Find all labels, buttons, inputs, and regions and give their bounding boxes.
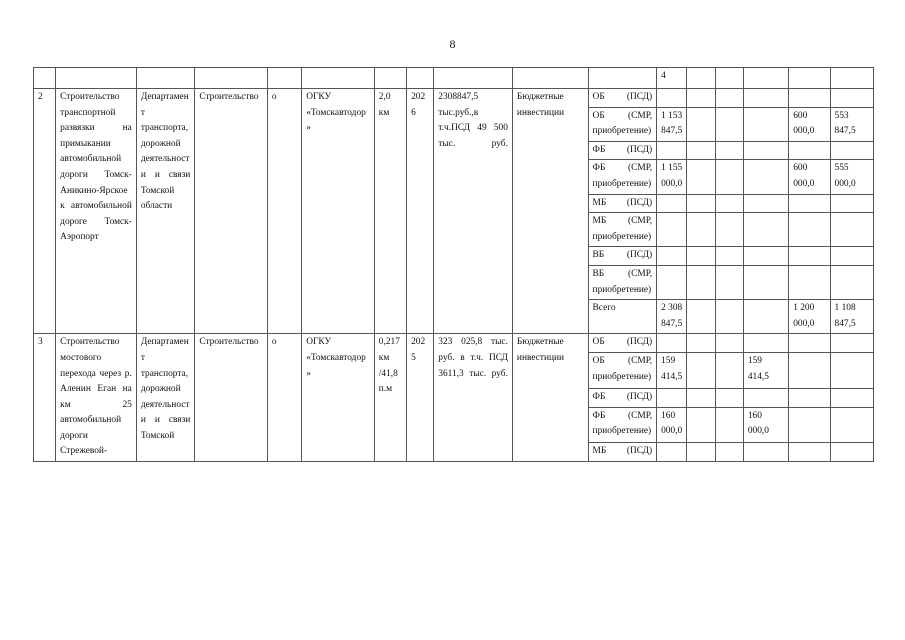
object-name: Строительство мостового перехода через р. Аленин Еган на км 25 автомобильной дороги Стрежевой- xyxy=(56,334,137,462)
funding-year-1 xyxy=(687,407,715,442)
funding-year-5 xyxy=(830,388,873,407)
funding-total xyxy=(657,388,687,407)
funding-year-2 xyxy=(715,247,743,266)
capacity: 0,217 км /41,8 п.м xyxy=(374,334,406,462)
funding-year-5 xyxy=(830,353,873,388)
funding-year-5 xyxy=(830,194,873,213)
funding-year-2 xyxy=(715,141,743,160)
funding-year-4: 600 000,0 xyxy=(789,107,830,141)
year: 2025 xyxy=(407,334,434,462)
funding-total xyxy=(657,89,687,108)
funding-year-2 xyxy=(715,442,743,461)
funding-total xyxy=(657,141,687,160)
funding-year-3 xyxy=(743,213,788,247)
funding-year-5 xyxy=(830,407,873,442)
funding-year-4 xyxy=(789,141,830,160)
funding-year-2 xyxy=(715,160,743,194)
funding-source: ФБ (ПСД) xyxy=(588,141,657,160)
funding-year-5 xyxy=(830,247,873,266)
funding-year-3 xyxy=(743,300,788,334)
funding-year-4 xyxy=(789,388,830,407)
column-number-cell: 4 xyxy=(657,68,687,89)
funding-year-1 xyxy=(687,247,715,266)
funding-year-2 xyxy=(715,407,743,442)
funding-source: ФБ (СМР, приобретение) xyxy=(588,160,657,194)
customer: Департамент транспорта, дорожной деятельности и связи Томской xyxy=(136,334,194,462)
funding-year-3 xyxy=(743,388,788,407)
mark: о xyxy=(267,89,301,334)
estimated-cost: 323 025,8 тыс. руб. в т.ч. ПСД 3611,3 тыс. руб. xyxy=(434,334,513,462)
object-name: Строительство транспортной развязки на примыкании автомобильной дороги Томск-Аникино-Ярское к автомобильной дороге Томск-Аэропорт xyxy=(56,89,137,334)
year: 2026 xyxy=(407,89,434,334)
funding-year-4 xyxy=(789,353,830,388)
funding-year-4 xyxy=(789,334,830,353)
funding-year-2 xyxy=(715,213,743,247)
funding-year-5 xyxy=(830,213,873,247)
table-row xyxy=(34,334,874,353)
funding-source: ФБ (СМР, приобретение) xyxy=(588,407,657,442)
estimated-cost: 2308847,5 тыс.руб.,в т.ч.ПСД 49 500 тыс. руб. xyxy=(434,89,513,334)
funding-year-3 xyxy=(743,334,788,353)
funding-year-5 xyxy=(830,334,873,353)
funding-year-2 xyxy=(715,194,743,213)
funding-year-3 xyxy=(743,160,788,194)
funding-source: ФБ (ПСД) xyxy=(588,388,657,407)
funding-year-3 xyxy=(743,265,788,299)
funding-year-5 xyxy=(830,89,873,108)
funding-year-2 xyxy=(715,265,743,299)
funding-year-4 xyxy=(789,247,830,266)
funding-total xyxy=(657,334,687,353)
row-number: 2 xyxy=(34,89,56,334)
funding-year-5 xyxy=(830,442,873,461)
funding-year-2 xyxy=(715,388,743,407)
funding-year-4 xyxy=(789,194,830,213)
funding-year-1 xyxy=(687,160,715,194)
funding-source: ОБ (ПСД) xyxy=(588,89,657,108)
funding-year-1 xyxy=(687,300,715,334)
work-type: Строительство xyxy=(195,89,268,334)
funding-year-4: 1 200 000,0 xyxy=(789,300,830,334)
funding-year-4 xyxy=(789,442,830,461)
funding-year-3 xyxy=(743,89,788,108)
funding-source: МБ (ПСД) xyxy=(588,442,657,461)
funding-year-3 xyxy=(743,194,788,213)
customer: Департамент транспорта, дорожной деятельности и связи Томской области xyxy=(136,89,194,334)
page-number: 8 xyxy=(449,37,456,51)
funding-year-1 xyxy=(687,89,715,108)
funding-year-5: 555 000,0 xyxy=(830,160,873,194)
funding-year-2 xyxy=(715,107,743,141)
funding-year-1 xyxy=(687,353,715,388)
funding-source: Всего xyxy=(588,300,657,334)
funding-year-4 xyxy=(789,265,830,299)
funding-year-1 xyxy=(687,213,715,247)
funding-year-1 xyxy=(687,442,715,461)
column-number-row xyxy=(34,68,874,89)
funding-source: ОБ (ПСД) xyxy=(588,334,657,353)
funding-year-2 xyxy=(715,353,743,388)
funding-year-1 xyxy=(687,388,715,407)
mark: о xyxy=(267,334,301,462)
funding-total: 159 414,5 xyxy=(657,353,687,388)
funding-total xyxy=(657,213,687,247)
funding-year-5: 1 108 847,5 xyxy=(830,300,873,334)
funding-source: МБ (СМР, приобретение) xyxy=(588,213,657,247)
funding-year-1 xyxy=(687,194,715,213)
funding-year-5 xyxy=(830,265,873,299)
funding-year-4 xyxy=(789,407,830,442)
funding-year-3: 159 414,5 xyxy=(743,353,788,388)
organization: ОГКУ «Томскавтодор» xyxy=(302,334,375,462)
funding-year-3 xyxy=(743,107,788,141)
funding-year-4: 600 000,0 xyxy=(789,160,830,194)
funding-total xyxy=(657,194,687,213)
funding-year-4 xyxy=(789,89,830,108)
funding-year-2 xyxy=(715,334,743,353)
funding-year-2 xyxy=(715,300,743,334)
funding-year-5 xyxy=(830,141,873,160)
funding-year-2 xyxy=(715,89,743,108)
funding-year-1 xyxy=(687,107,715,141)
funding-total xyxy=(657,247,687,266)
funding-total: 1 155 000,0 xyxy=(657,160,687,194)
organization: ОГКУ «Томскавтодор» xyxy=(302,89,375,334)
funding-year-1 xyxy=(687,334,715,353)
funding-year-1 xyxy=(687,265,715,299)
funding-total xyxy=(657,265,687,299)
funding-total: 1 153 847,5 xyxy=(657,107,687,141)
funding-total xyxy=(657,442,687,461)
funding-year-1 xyxy=(687,141,715,160)
row-number: 3 xyxy=(34,334,56,462)
funding-year-3 xyxy=(743,442,788,461)
funding-year-3 xyxy=(743,141,788,160)
funding-source: ОБ (СМР, приобретение) xyxy=(588,107,657,141)
funding-total: 2 308 847,5 xyxy=(657,300,687,334)
funding-year-3: 160 000,0 xyxy=(743,407,788,442)
funding-year-4 xyxy=(789,213,830,247)
work-type: Строительство xyxy=(195,334,268,462)
investment-form: Бюджетные инвестиции xyxy=(512,334,588,462)
funding-source: ВБ (СМР, приобретение) xyxy=(588,265,657,299)
funding-year-3 xyxy=(743,247,788,266)
funding-source: МБ (ПСД) xyxy=(588,194,657,213)
investment-table xyxy=(33,67,874,462)
funding-source: ВБ (ПСД) xyxy=(588,247,657,266)
funding-total: 160 000,0 xyxy=(657,407,687,442)
table-row xyxy=(34,89,874,108)
funding-year-5: 553 847,5 xyxy=(830,107,873,141)
investment-form: Бюджетные инвестиции xyxy=(512,89,588,334)
capacity: 2,0 км xyxy=(374,89,406,334)
funding-source: ОБ (СМР, приобретение) xyxy=(588,353,657,388)
